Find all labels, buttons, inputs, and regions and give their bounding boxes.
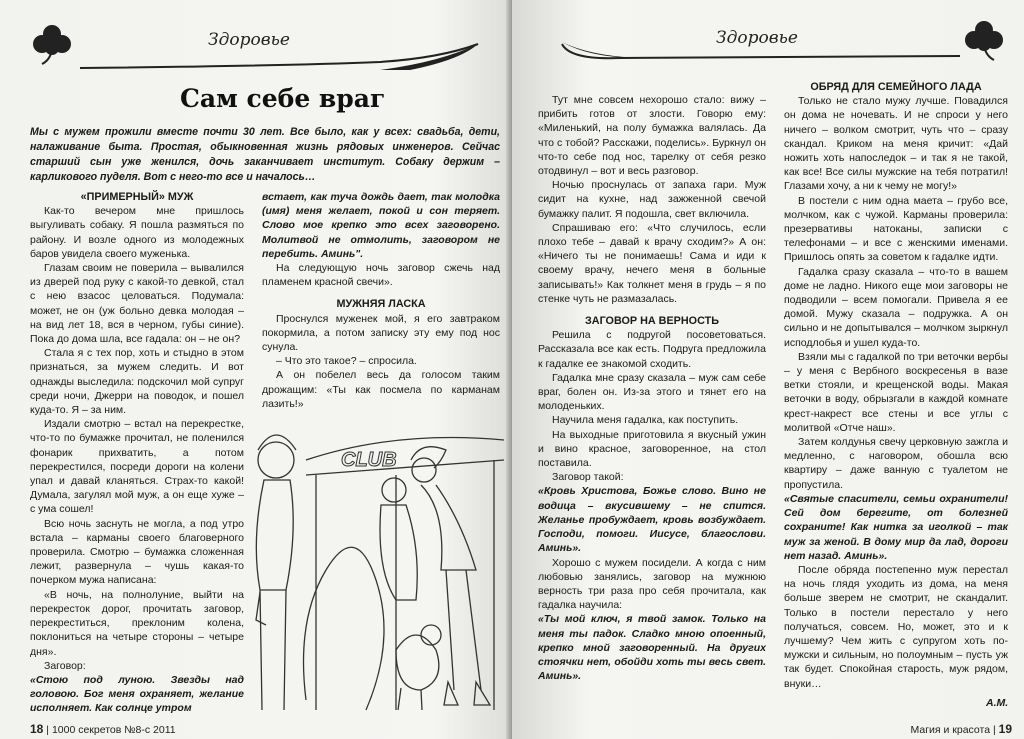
paragraph: Взяли мы с гадалкой по три веточки вербы – у меня с Вербного воскресенья в вазе ветки стояли, и крещенской воды. Макая веточки в воду, обрызгали в каждой комнате крест-накрест все стены и все углы с молитвой «Отче наш».: [784, 350, 1008, 434]
paragraph: Только не стало мужу лучше. Повадился он дома не ночевать. И не спроси у него ничего – волком смотрит, чуть что – сразу скандал. Криком на меня кричит: «Дай ножить хоть напоследок – и так я не такой, как все! Все силы мужские на тебя потратил! Глазами хочу, а ни к чему не могу!»: [784, 95, 1008, 193]
magazine-name: 1000 секретов №8-с 2011: [51, 724, 176, 736]
paragraph: Гадалка мне сразу сказала – муж сам себе враг, болен он. Из-за этого и тянет его на молоденьких.: [538, 371, 766, 413]
article-lead: Мы с мужем прожили вместе почти 30 лет. Все было, как у всех: свадьба, дети, налаживание быта. Простая, обыкновенная жизнь рядовых инженеров. Сейчас старший сын уже женился, дочь заканчивает институт. Собаку держим – карликового пуделя. Вот с него-то все и началось…: [30, 126, 500, 183]
paragraph: А он побелел весь да голосом таким дрожащим: «Ты как посмела по карманам лазить!»: [262, 369, 500, 410]
spell-text: «Ты мой ключ, я твой замок. Только на меня ты падок. Сладко мною опоенный, крепко мной заговоренный. На других стоячки нет, обойди хоть ты весь свет. Аминь».: [538, 613, 766, 683]
paragraph: Проснулся муженек мой, я его завтраком покормила, а потом записку эту ему под нос сунула.: [262, 312, 500, 354]
spell-text: «Святые спасители, семьи охранители! Сей дом берегите, от болезней сохраните! Как нитка за иголкой – так муж за женой. В дому мир да лад, дороги нет назад. Аминь».: [784, 492, 1008, 562]
paragraph: Всю ночь заснуть не могла, а под утро встала – карманы своего благоверного проверила. Смотрю – бумажка сложенная лежит, развернула – чушь какая-то почерком мужа написана:: [30, 517, 244, 587]
club-sign: CLUB: [341, 449, 397, 471]
paragraph: Спрашиваю его: «Что случилось, если плохо тебе – давай к врачу сходим?» А он: «Ничего ты не понимаешь! Сама и иди к своему врачу, нечего меня в больные записывать!» Как толкнет меня в грудь – я по стенке чуть не размазалась.: [538, 221, 766, 305]
left-column-2: [262, 190, 500, 411]
left-footer: 18 | 1000 секретов №8-с 2011: [30, 722, 176, 736]
paragraph: Стала я с тех пор, хоть и стыдно в этом признаться, за мужем следить. И вот однажды выследила: подскочил мой супруг среди ночи, Джерри на поводок, и пошел куда-то. Я – за ним.: [30, 347, 244, 417]
page-number: 19: [998, 722, 1012, 736]
paragraph: – Что это такое? – спросила.: [276, 355, 417, 368]
paragraph: Глазам своим не поверила – вывалился из дверей под руку с какой-то девкой, стал с нею взасос целоваться. Подумала: может, не он (уж больно девка молодая – на вид лет 18, вся в черном, губы синие). Пока до дома шла, все гадала: он – не он?: [30, 262, 244, 346]
right-column-2: [784, 80, 1008, 691]
header-swoosh: [80, 40, 480, 76]
paragraph: Издали смотрю – встал на перекрестке, что-то по бумажке прочитал, не поленился фонарик прихватить, а потом перекрестился, посреди дороги на колени упал и давай кланяться. Страх-то какой! Думала, загулял мой муж, а он еще хуже – с ума сошел!: [30, 418, 244, 516]
right-footer: Магия и красота | 19: [910, 722, 1012, 736]
paragraph: После обряда постепенно муж перестал на ночь глядя уходить из дома, на меня больше зверем не смотрит, не скандалит. Только в постели перестало у него получаться, совсем. Но, может, это и к лучшему? Чем жить с супругом хоть по-мужски и сильным, но полоумным – пусть уж так будет. Спокойная старость, муж рядом, внуки…: [784, 563, 1008, 690]
paragraph: Тут мне совсем нехорошо стало: вижу – прибить готов от злости. Говорю ему: «Миленький, на полу бумажка валялась. Да что с тобой? Расскажи, поделись». Буркнул он что-то себе под нос, тарелку от себя резко отодвинул – вот и весь разговор.: [538, 94, 766, 178]
spell-text: «Стою под луною. Звезды над головою. Бог меня охраняет, желание исполняет. Как солнце утром: [30, 673, 244, 715]
paragraph: Затем колдунья свечу церковную зажгла и медленно, с наговором, обошла всю квартиру – даже ванную с туалетом не пропустила.: [784, 436, 1008, 491]
spell-text: «Кровь Христова, Божье слово. Вино не водица – вкусившему – не спится. Желанье пробуждает, кровь возбуждает. Господи, помоги. Иисусе, благослови. Аминь».: [538, 485, 766, 555]
subheading: ЗАГОВОР НА ВЕРНОСТЬ: [585, 315, 719, 328]
illustration: [246, 420, 508, 720]
paragraph: В постели с ним одна маета – грубо все, молчком, как с чужой. Карманы проверила: презервативы натоканы, записки с телефонами – и все с женскими именами. Пришлось опять за советом к гадалке идти.: [784, 194, 1008, 264]
paragraph: На выходные приготовила я вкусный ужин и вино красное, заговоренное, на стол поставила.: [538, 428, 766, 470]
paragraph: Решила с подругой посоветоваться. Рассказала все как есть. Подруга предложила к гадалке ее знакомой сходить.: [538, 329, 766, 370]
page-number: 18: [30, 722, 44, 736]
right-column-1: [538, 93, 766, 683]
paragraph: Заговор:: [44, 659, 86, 672]
paragraph: Гадалка сразу сказала – что-то в вашем доме не ладно. Никого еще мои заговоры не подводили – всем помогали. Привела я ее домой. Мужу сказала – подружка. А он сильно и не допытывался – молчком зыркнул исподлобья и ушел куда-то.: [784, 265, 1008, 349]
spell-text: встает, как туча дождь дает, так молодка (имя) меня желает, покой и сон теряет. Слово мое крепко это всех заговорено. Молитвой не отмолить, заговором не перебить. Аминь".: [262, 191, 500, 260]
left-column-1: [30, 190, 244, 716]
right-page: [512, 0, 1024, 739]
paragraph: «В ночь, на полнолуние, выйти на перекресток дорог, прочитать заговор, перекреститься, преклоним колена, поклониться на четыре стороны – четыре дня».: [30, 588, 244, 658]
subheading: ОБРЯД ДЛЯ СЕМЕЙНОГО ЛАДА: [810, 81, 982, 93]
article-title: Сам себе враг: [180, 84, 386, 113]
clover-icon: [30, 22, 74, 66]
paragraph: Научила меня гадалка, как поступить.: [552, 414, 739, 427]
paragraph: Заговор такой:: [552, 471, 624, 484]
section-label: Здоровье: [716, 28, 798, 48]
subheading: «ПРИМЕРНЫЙ» МУЖ: [80, 191, 194, 203]
section-label: Здоровье: [208, 30, 290, 50]
paragraph: Хорошо с мужем посидели. А когда с ним любовью занялись, заговор на мужнюю верность три раза про себя прочитала, как гадалка научила:: [538, 556, 766, 612]
paragraph: Ночью проснулась от запаха гари. Муж сидит на кухне, над зажженной свечой бумажку палит. Я подошла, свет включила.: [538, 179, 766, 220]
paragraph: Как-то вечером мне пришлось выгуливать собаку. Я пошла размяться по району. И возле одного из молодежных баров увидела своего муженька.: [30, 205, 244, 260]
paragraph: На следующую ночь заговор сжечь над пламенем красной свечи».: [262, 262, 500, 289]
author-signature: А.М.: [986, 697, 1009, 709]
clover-icon: [962, 18, 1006, 62]
subheading: МУЖНЯЯ ЛАСКА: [336, 298, 426, 311]
magazine-section: Магия и красота: [910, 724, 991, 736]
